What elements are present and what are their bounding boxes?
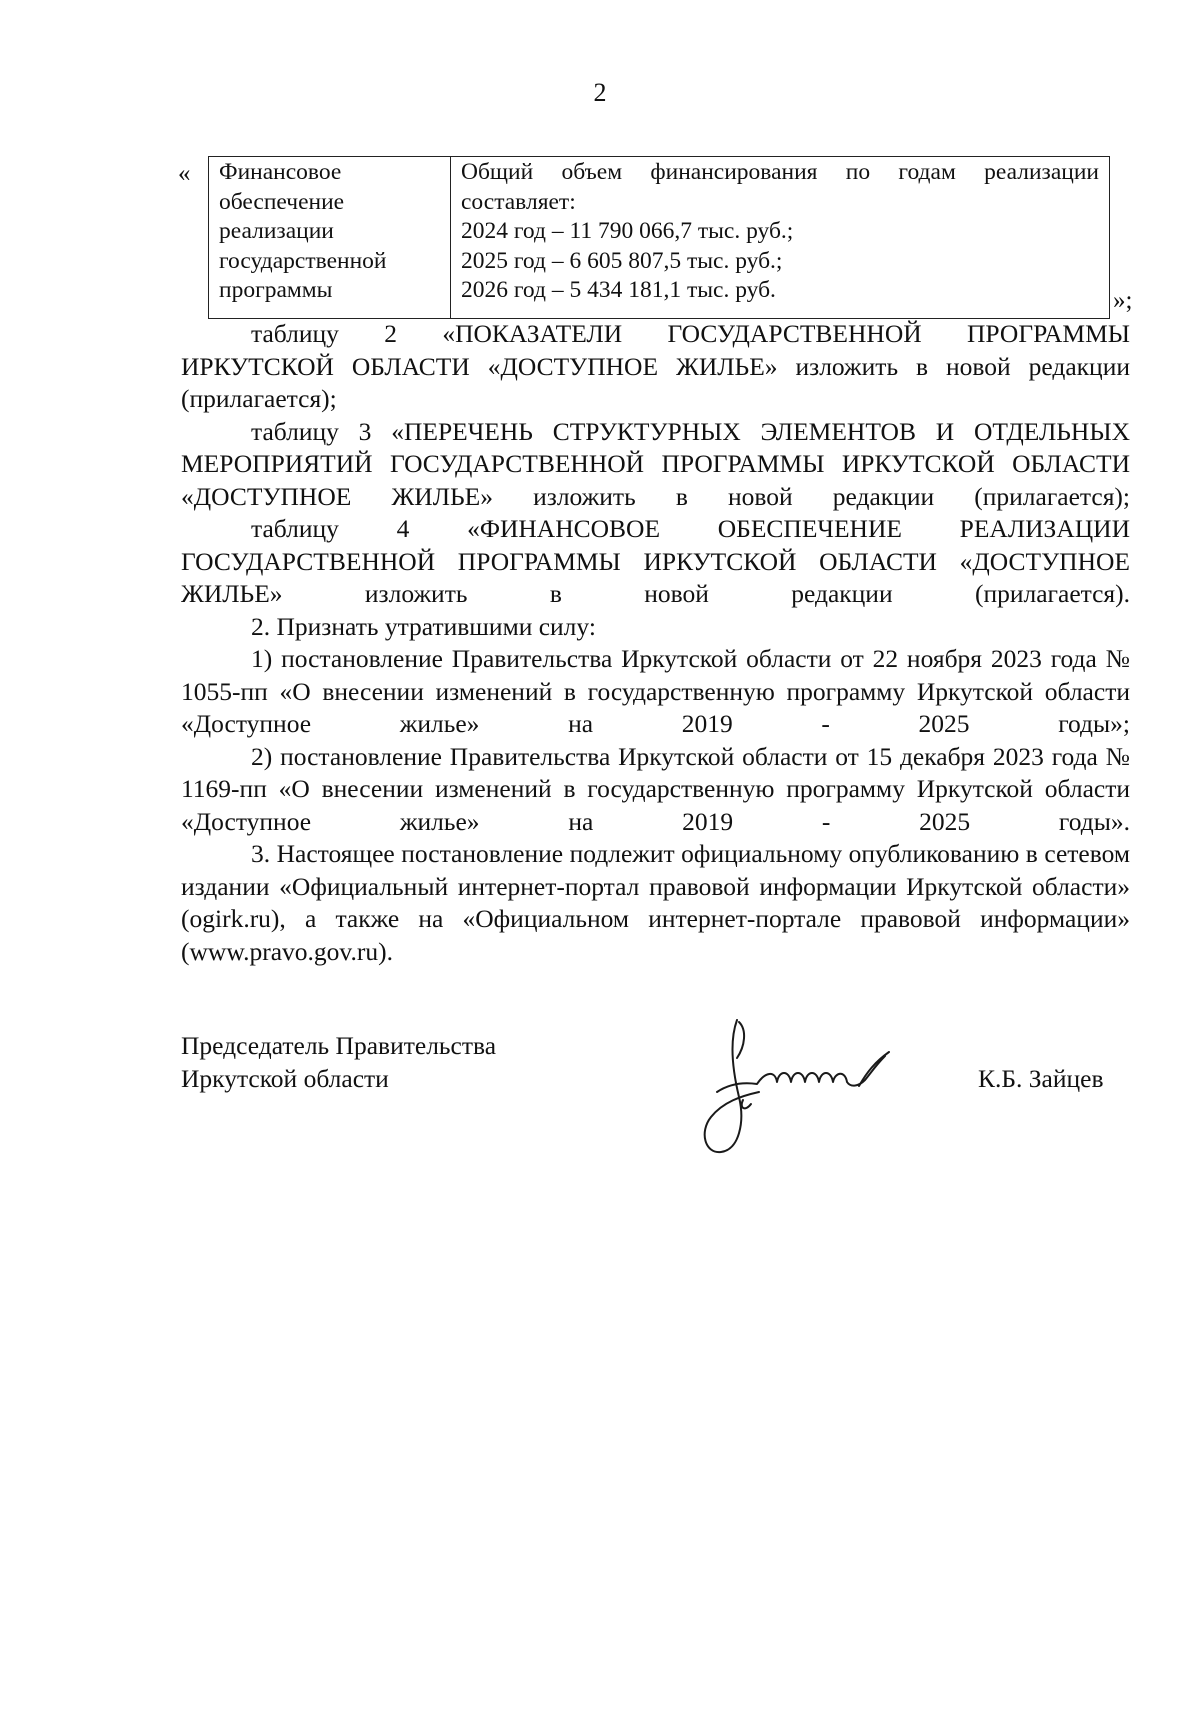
value-line: 2024 год – 11 790 066,7 тыс. руб.; [461,218,794,244]
paragraph-subitem-2: 2) постановление Правительства Иркутской области от 15 декабря 2023 года № 1169-пп «О внесении изменений в государственную программу Иркутской области «Доступное жилье» на 2019 - 2025 годы». [181,741,1130,836]
financing-value-cell [451,157,1110,319]
value-line: Общий объем финансирования по годам реализации [461,159,1099,185]
signatory-title [181,1030,496,1095]
value-line: 2025 год – 6 605 807,5 тыс. руб.; [461,247,783,274]
paragraph-table-4: таблицу 4 «ФИНАНСОВОЕ ОБЕСПЕЧЕНИЕ РЕАЛИЗАЦИИ ГОСУДАРСТВЕННОЙ ПРОГРАММЫ ИРКУТСКОЙ ОБЛАСТИ «ДОСТУПНОЕ ЖИЛЬЕ» изложить в новой редакции (прилагается). [181,514,1130,608]
paragraph-item-2: 2. Признать утратившими силу: [251,611,596,641]
page-number: 2 [593,78,607,107]
financing-table [208,156,1110,319]
signature-block [181,1030,1130,1170]
paragraph-item-3: 3. Настоящее постановление подлежит официальному опубликованию в сетевом издании «Официальный интернет-портал правовой информации Иркутской области» (ogirk.ru), а также на «Официальном интернет-портале правовой информации» (www.pravo.gov.ru). [181,839,1130,966]
label-line: государственной [219,247,387,274]
table-open-quote: « [178,160,191,187]
signatory-title-line: Иркутской области [181,1063,389,1093]
label-line: программы [219,277,333,303]
label-line: обеспечение [219,188,345,215]
paragraph-table-3: таблицу 3 «ПЕРЕЧЕНЬ СТРУКТУРНЫХ ЭЛЕМЕНТОВ И ОТДЕЛЬНЫХ МЕРОПРИЯТИЙ ГОСУДАРСТВЕННОЙ ПРОГРАММЫ ИРКУТСКОЙ ОБЛАСТИ «ДОСТУПНОЕ ЖИЛЬЕ» изложить в новой редакции (прилагается); [181,416,1130,511]
table-row [209,157,1110,319]
label-line: реализации [219,218,334,244]
paragraph-subitem-1: 1) постановление Правительства Иркутской области от 22 ноября 2023 года № 1055-пп «О внесении изменений в государственную программу Иркутской области «Доступное жилье» на 2019 - 2025 годы»; [181,644,1130,738]
signatory-title-line: Председатель Правительства [181,1031,497,1060]
paragraph-table-2: таблицу 2 «ПОКАЗАТЕЛИ ГОСУДАРСТВЕННОЙ ПРОГРАММЫ ИРКУТСКОЙ ОБЛАСТИ «ДОСТУПНОЕ ЖИЛЬЕ» изложить в новой редакции (прилагается); [181,319,1130,413]
document-body [181,318,1130,968]
value-line: составляет: [461,188,576,215]
value-line: 2026 год – 5 434 181,1 тыс. руб. [461,277,776,303]
signatory-name: К.Б. Зайцев [978,1064,1104,1093]
handwritten-signature [699,1012,929,1162]
financing-label-cell [209,157,451,319]
label-line: Финансовое [219,159,342,185]
table-close-quote: »; [1113,287,1133,314]
